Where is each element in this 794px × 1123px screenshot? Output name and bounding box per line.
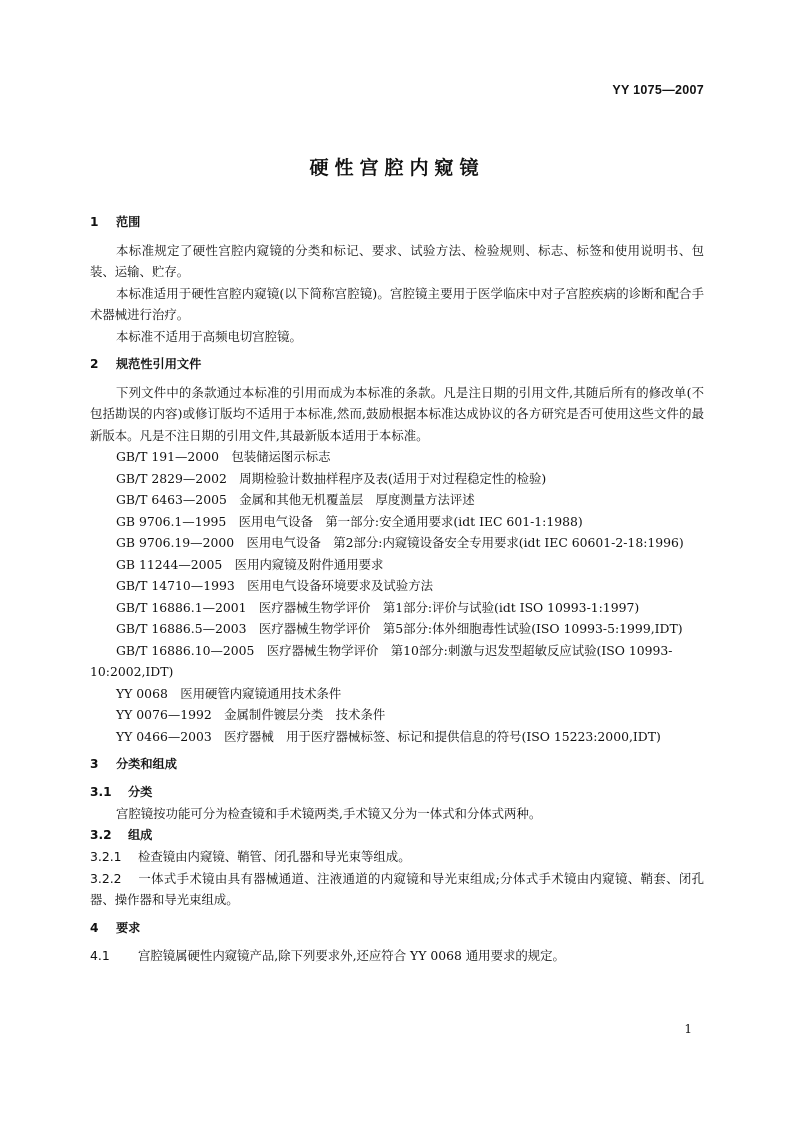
paragraph: 本标准适用于硬性宫腔内窥镜(以下简称宫腔镜)。宫腔镜主要用于医学临床中对子宫腔疾病的诊断和配合手术器械进行治疗。 bbox=[90, 285, 704, 322]
reference-item: GB 9706.19—2000 医用电气设备 第2部分:内窥镜设备安全专用要求(idt IEC 60601-2-18:1996) bbox=[116, 535, 684, 550]
reference-item: GB 9706.1—1995 医用电气设备 第一部分:安全通用要求(idt IEC 601-1:1988) bbox=[116, 513, 583, 529]
reference-item: GB/T 191—2000 包装储运图示标志 bbox=[116, 449, 331, 464]
reference-item: GB/T 16886.10—2005 医疗器械生物学评价 第10部分:刺激与迟发型超敏反应试验(ISO 10993-10:2002,IDT) bbox=[90, 642, 673, 679]
reference-item: GB/T 14710—1993 医用电气设备环境要求及试验方法 bbox=[116, 578, 433, 593]
document-title: 硬性宫腔内窥镜 bbox=[309, 157, 485, 179]
paragraph: 本标准规定了硬性宫腔内窥镜的分类和标记、要求、试验方法、检验规则、标志、标签和使用说明书、包装、运输、贮存。 bbox=[90, 242, 704, 279]
reference-item: GB/T 16886.1—2001 医疗器械生物学评价 第1部分:评价与试验(idt ISO 10993-1:1997) bbox=[116, 599, 640, 615]
clause bbox=[90, 945, 704, 967]
section-heading bbox=[90, 754, 704, 776]
reference-item: YY 0068 医用硬管内窥镜通用技术条件 bbox=[116, 685, 342, 701]
subsection-title: 分类 bbox=[128, 784, 153, 799]
section-heading bbox=[90, 212, 704, 234]
section-title: 规范性引用文件 bbox=[116, 357, 202, 371]
paragraph: 宫腔镜按功能可分为检查镜和手术镜两类,手术镜又分为一体式和分体式两种。 bbox=[116, 806, 542, 821]
clause-number: 4.1 bbox=[90, 948, 110, 963]
reference-item: GB 11244—2005 医用内窥镜及附件通用要求 bbox=[116, 556, 384, 572]
section-heading bbox=[90, 354, 704, 376]
reference-item: GB/T 2829—2002 周期检验计数抽样程序及表(适用于对过程稳定性的检验) bbox=[116, 470, 547, 486]
clause bbox=[90, 868, 704, 911]
reference-item: YY 0076—1992 金属制件镀层分类 技术条件 bbox=[116, 707, 386, 722]
section-number: 3 bbox=[90, 757, 99, 771]
paragraph: 下列文件中的条款通过本标准的引用而成为本标准的条款。凡是注日期的引用文件,其随后所有的修改单(不包括勘误的内容)或修订版均不适用于本标准,然而,鼓励根据本标准达成协议的各方研究是否可使用这些文件的最新版本。凡是不注日期的引用文件,其最新版本适用于本标准。 bbox=[90, 384, 704, 443]
reference-item: GB/T 6463—2005 金属和其他无机覆盖层 厚度测量方法评述 bbox=[116, 492, 475, 507]
subsection-number: 3.1 bbox=[90, 784, 112, 799]
section-title: 范围 bbox=[116, 215, 141, 229]
clause-number: 3.2.2 bbox=[90, 870, 122, 886]
page-number: 1 bbox=[684, 1022, 692, 1036]
subsection-heading bbox=[90, 782, 704, 804]
clause-text: 一体式手术镜由具有器械通道、注液通道的内窥镜和导光束组成;分体式手术镜由内窥镜、鞘套、闭孔器、操作器和导光束组成。 bbox=[90, 870, 704, 907]
section-heading bbox=[90, 918, 704, 940]
section-number: 2 bbox=[90, 357, 99, 371]
clause-text: 检查镜由内窥镜、鞘管、闭孔器和导光束等组成。 bbox=[138, 849, 411, 864]
subsection-number: 3.2 bbox=[90, 827, 112, 842]
section-number: 1 bbox=[90, 215, 99, 229]
document-body bbox=[90, 212, 704, 967]
clause bbox=[90, 846, 704, 868]
paragraph: 本标准不适用于高频电切宫腔镜。 bbox=[116, 328, 302, 344]
clause-text: 宫腔镜属硬性内窥镜产品,除下列要求外,还应符合 YY 0068 通用要求的规定。 bbox=[138, 948, 565, 963]
subsection-heading bbox=[90, 825, 704, 847]
reference-item: YY 0466—2003 医疗器械 用于医疗器械标签、标记和提供信息的符号(ISO 15223:2000,IDT) bbox=[116, 728, 661, 744]
clause-number: 3.2.1 bbox=[90, 849, 122, 864]
subsection-title: 组成 bbox=[128, 827, 153, 842]
document-code: YY 1075—2007 bbox=[612, 83, 704, 97]
section-title: 分类和组成 bbox=[116, 757, 177, 771]
section-title: 要求 bbox=[116, 920, 141, 935]
section-number: 4 bbox=[90, 920, 99, 935]
reference-item: GB/T 16886.5—2003 医疗器械生物学评价 第5部分:体外细胞毒性试验(ISO 10993-5:1999,IDT) bbox=[116, 621, 683, 636]
